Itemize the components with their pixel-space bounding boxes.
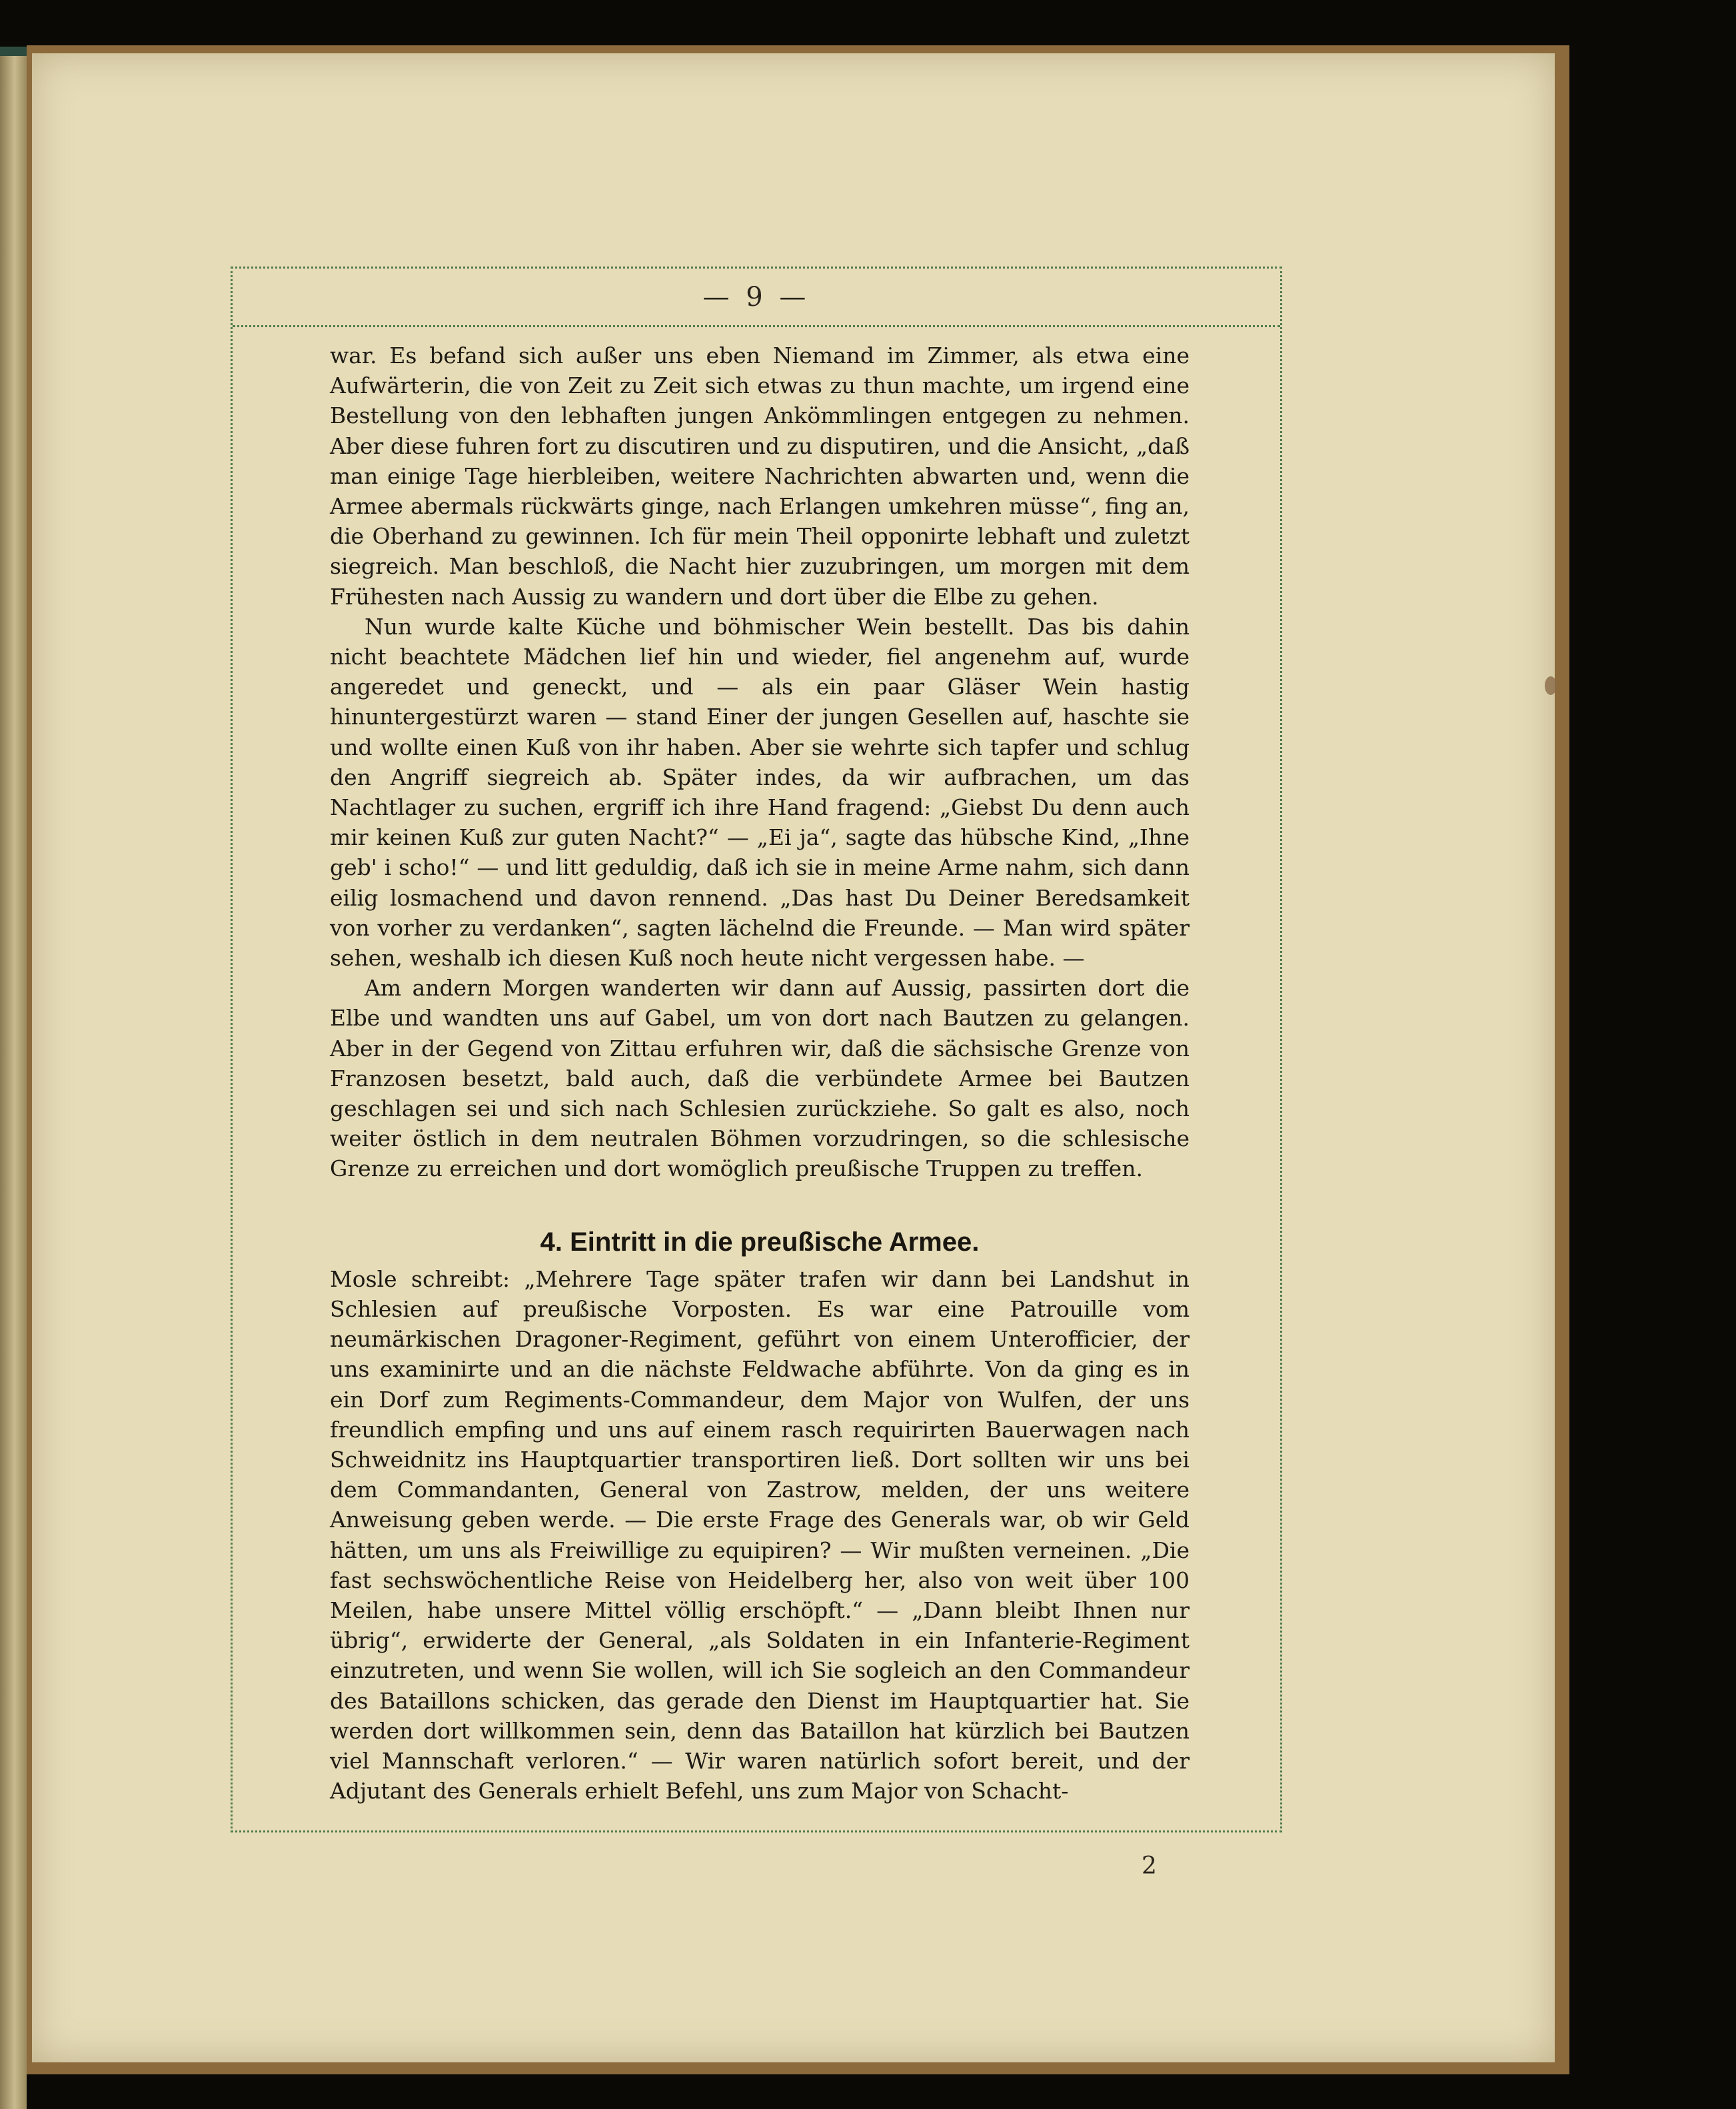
left-page-edge (0, 47, 27, 2109)
main-text (330, 341, 1190, 1806)
paragraph: Mosle schreibt: „Mehrere Tage später trafen wir dann bei Landshut in Schlesien auf preußische Vorposten. Es war eine Patrouille vom neumärkischen Dragoner-Regiment, geführt von einem Unterofficier, der uns examinirte und an die nächste Feldwache abführte. Von da ging es in ein Dorf zum Regiments-Commandeur, dem Major von Wulfen, der uns freundlich empfing und uns auf einem rasch requirirten Bauerwagen nach Schweidnitz ins Hauptquartier transportiren ließ. Dort sollten wir uns bei dem Commandanten, General von Zastrow, melden, der uns weitere Anweisung geben werde. — Die erste Frage des Generals war, ob wir Geld hätten, um uns als Freiwillige zu equipiren? — Wir mußten verneinen. „Die fast sechswöchentliche Reise von Heidelberg her, also von weit über 100 Meilen, habe unsere Mittel völlig erschöpft.“ — „Dann bleibt Ihnen nur übrig“, erwiderte der General, „als Soldaten in ein Infanterie-Regiment einzutreten, und wenn Sie wollen, will ich Sie sogleich an den Commandeur des Bataillons schicken, das gerade den Dienst im Hauptquartier hat. Sie werden dort willkommen sein, denn das Bataillon hat kürzlich bei Bautzen viel Mannschaft verloren.“ — Wir waren natürlich sofort bereit, und der Adjutant des Generals erhielt Befehl, uns zum Major von Schacht- (330, 1265, 1190, 1804)
book-page (32, 53, 1555, 2062)
paragraph: Nun wurde kalte Küche und böhmischer Wein bestellt. Das bis dahin nicht beachtete Mädchen lief hin und wieder, fiel angenehm auf, wurde angeredet und geneckt, und — als ein paar Gläser Wein hastig hinuntergestürzt waren — stand Einer der jungen Gesellen auf, haschte sie und wollte einen Kuß von ihr haben. Aber sie wehrte sich tapfer und schlug den Angriff siegreich ab. Später indes, da wir aufbrachen, um das Nachtlager zu suchen, ergriff ich ihre Hand fragend: „Giebst Du denn auch mir keinen Kuß zur guten Nacht?“ — „Ei ja“, sagte das hübsche Kind, „Ihne geb' i scho!“ — und litt geduldig, daß ich sie in meine Arme nahm, sich dann eilig losmachend und davon rennend. „Das hast Du Deiner Beredsamkeit von vorher zu verdanken“, sagten lächelnd die Freunde. — Man wird später sehen, weshalb ich diesen Kuß noch heute nicht vergessen habe. — (330, 613, 1190, 972)
paper-spot (1545, 676, 1557, 695)
signature-mark: 2 (1142, 1852, 1157, 1880)
section-heading: 4. Eintritt in die preußische Armee. (540, 1227, 980, 1257)
paragraph: Am andern Morgen wanderten wir dann auf Aussig, passirten dort die Elbe und wandten uns auf Gabel, um von dort nach Bautzen zu gelangen. Aber in der Gegend von Zittau erfuhren wir, daß die sächsische Grenze von Franzosen besetzt, bald auch, daß die verbündete Armee bei Bautzen geschlagen sei und sich nach Schlesien zurückziehe. So galt es also, noch weiter östlich in dem neutralen Böhmen vorzudringen, so die schlesische Grenze zu erreichen und dort womöglich preußische Truppen zu treffen. (330, 975, 1190, 1182)
paragraph: war. Es befand sich außer uns eben Niemand im Zimmer, als etwa eine Aufwärterin, die von Zeit zu Zeit sich etwas zu thun machte, um irgend eine Bestellung von den lebhaften jungen Ankömmlingen entgegen zu nehmen. Aber diese fuhren fort zu discutiren und zu disputiren, und die Ansicht, „daß man einige Tage hierbleiben, weitere Nachrichten abwarten und, wenn die Armee abermals rückwärts ginge, nach Erlangen umkehren müsse“, fing an, die Oberhand zu gewinnen. Ich für mein Theil opponirte lebhaft und zuletzt siegreich. Man beschloß, die Nacht hier zuzubringen, um morgen mit dem Frühesten nach Aussig zu wandern und dort über die Elbe zu gehen. (330, 343, 1190, 610)
header-divider (233, 325, 1280, 327)
page-number: — 9 — (702, 282, 810, 313)
text-frame (231, 267, 1282, 1832)
